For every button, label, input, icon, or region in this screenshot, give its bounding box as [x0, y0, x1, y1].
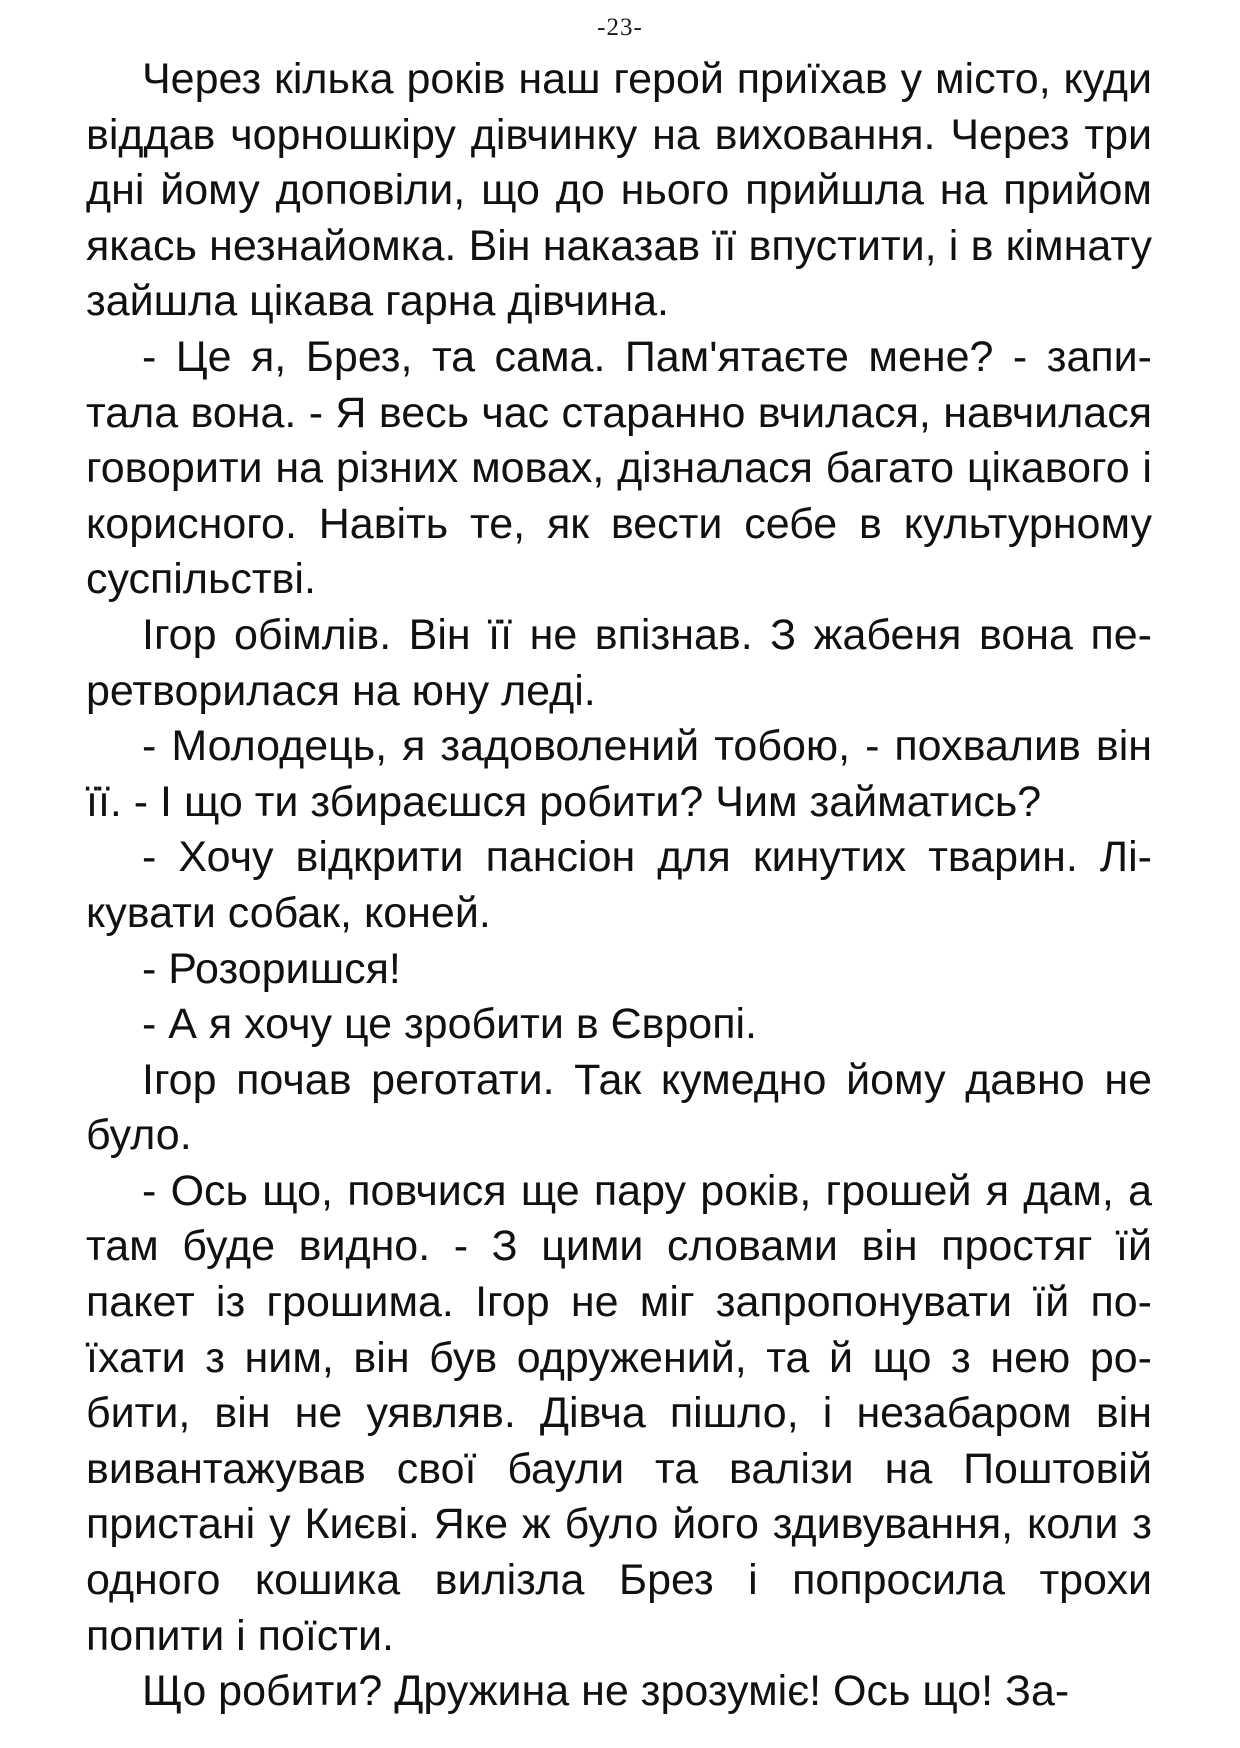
- paragraph-2: - Це я, Брез, та сама. Пам'ятаєте мене? - запитала вона. - Я весь час старанно вчилася, навчилася говорити на різних мовах, дізналася багато цікавого і корисного. Навіть те, як вести себе в культурному суспільстві.: [86, 332, 1152, 604]
- paragraph-3: Ігор обімлів. Він її не впізнав. З жабеня вона перетворилася на юну леді.: [86, 610, 1152, 715]
- paragraph-6: - Розоришся!: [142, 944, 401, 993]
- paragraph-7: - А я хочу це зробити в Європі.: [142, 1000, 757, 1049]
- paragraph-10: Що робити? Дружина не зрозуміє! Ось що! За-: [142, 1667, 1070, 1716]
- page-number: -23-: [597, 14, 643, 41]
- paragraph-9: - Ось що, повчися ще пару років, грошей я дам, а там буде видно. - З цими словами він простяг їй пакет із грошима. Ігор не міг запропонувати їй поїхати з ним, він був одружений, та й що з нею робити, він не уявляв. Дівча пішло, і незабаром він вивантажував свої баули та валізи на Поштовій пристані у Києві. Яке ж було його здивування, коли з одного кошика вилізла Брез і попросила трохи попити і поїсти.: [86, 1166, 1152, 1660]
- paragraph-5: - Хочу відкрити пансіон для кинутих тварин. Лікувати собак, коней.: [86, 833, 1152, 937]
- paragraph-4: - Молодець, я задоволений тобою, - похвалив він її. - І що ти збираєшся робити? Чим займатись?: [86, 722, 1152, 826]
- paragraph-1: Через кілька років наш герой приїхав у місто, куди віддав чорношкіру дівчинку на виховання. Через три дні йому доповіли, що до нього прийшла на прийом якась незнайомка. Він наказав її впустити, і в кімнату зайшла цікава гарна дівчина.: [86, 55, 1152, 326]
- text-body: [86, 52, 1152, 1720]
- paragraph-8: Ігор почав реготати. Так кумедно йому давно не було.: [86, 1055, 1152, 1160]
